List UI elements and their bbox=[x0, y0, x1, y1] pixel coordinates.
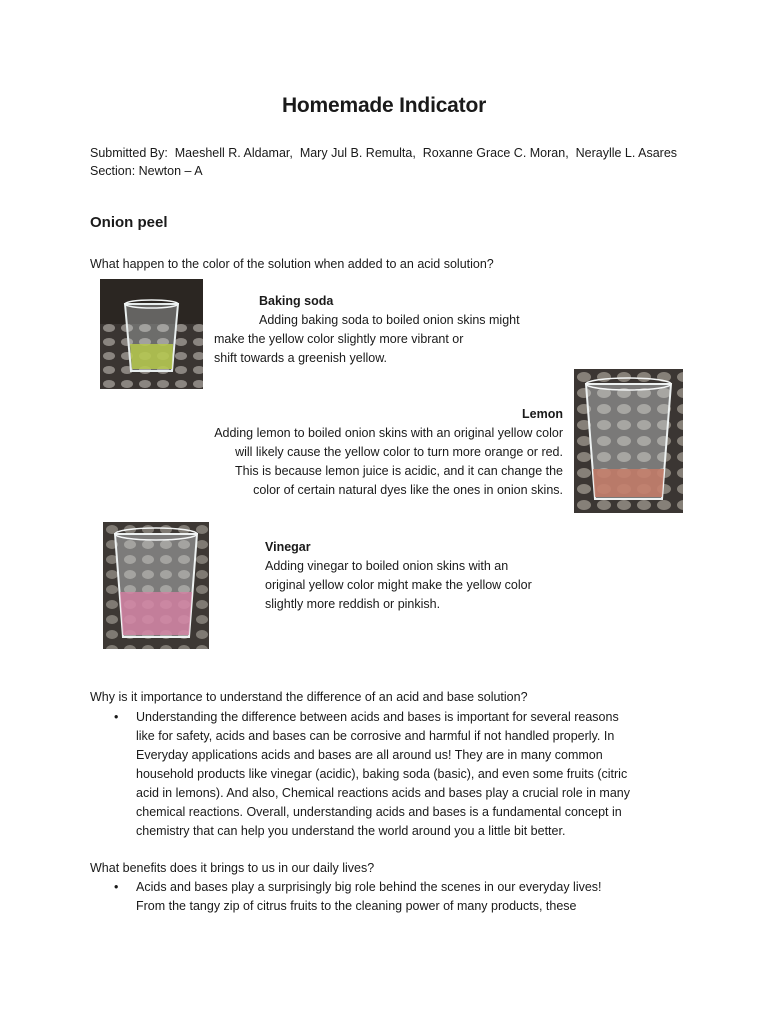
answer-line: Acids and bases play a surprisingly big role behind the scenes in our everyday lives! bbox=[136, 880, 602, 894]
answer-line: acid in lemons). And also, Chemical reactions acids and bases play a crucial role in many bbox=[136, 786, 630, 800]
list-item bbox=[114, 708, 684, 841]
answer-line: Everyday applications acids and bases are all around us! They are in many common bbox=[136, 748, 603, 762]
document-title: Homemade Indicator bbox=[281, 94, 487, 117]
section-heading: Onion peel bbox=[90, 214, 168, 231]
vinegar-label: Vinegar bbox=[265, 540, 311, 554]
baking-soda-photo bbox=[100, 279, 203, 389]
bullet-icon: • bbox=[114, 880, 119, 894]
baking-soda-block bbox=[214, 292, 564, 368]
answer-line: Understanding the difference between acids and bases is important for several reasons bbox=[136, 710, 619, 724]
lemon-line: This is because lemon juice is acidic, and it can change the bbox=[235, 464, 563, 478]
lemon-photo bbox=[574, 369, 683, 513]
vinegar-photo bbox=[103, 522, 209, 649]
lemon-line: will likely cause the yellow color to turn more orange or red. bbox=[235, 445, 563, 459]
bullet-icon: • bbox=[114, 710, 119, 724]
question-acid-color: What happen to the color of the solution when added to an acid solution? bbox=[90, 257, 494, 271]
answer-benefits-list bbox=[114, 878, 684, 916]
question-benefits: What benefits does it brings to us in our daily lives? bbox=[90, 861, 375, 875]
section-line: Section: Newton – A bbox=[90, 164, 203, 178]
baking-soda-line: shift towards a greenish yellow. bbox=[214, 351, 388, 365]
document-meta bbox=[90, 144, 677, 180]
answer-importance-list bbox=[114, 708, 684, 841]
lemon-block bbox=[150, 405, 563, 500]
vinegar-block bbox=[265, 538, 585, 614]
answer-line: like for safety, acids and bases can be corrosive and harmful if not handled properly. In bbox=[136, 729, 615, 743]
lemon-line: color of certain natural dyes like the ones in onion skins. bbox=[253, 483, 563, 497]
lemon-line: Adding lemon to boiled onion skins with an original yellow color bbox=[214, 426, 563, 440]
answer-line: chemistry that can help you understand the world around you a little bit better. bbox=[136, 824, 566, 838]
answer-line: household products like vinegar (acidic), baking soda (basic), and even some fruits (citric bbox=[136, 767, 628, 781]
list-item bbox=[114, 878, 684, 916]
baking-soda-line: make the yellow color slightly more vibrant or bbox=[214, 332, 464, 346]
vinegar-line: Adding vinegar to boiled onion skins with an bbox=[265, 559, 509, 573]
answer-line: chemical reactions. Overall, understanding acids and bases is a fundamental concept in bbox=[136, 805, 622, 819]
baking-soda-label: Baking soda bbox=[259, 294, 334, 308]
question-importance: Why is it importance to understand the difference of an acid and base solution? bbox=[90, 690, 528, 704]
vinegar-line: original yellow color might make the yellow color bbox=[265, 578, 532, 592]
lemon-label: Lemon bbox=[522, 407, 563, 421]
answer-line: From the tangy zip of citrus fruits to the cleaning power of many products, these bbox=[136, 899, 577, 913]
baking-soda-line: Adding baking soda to boiled onion skins might bbox=[259, 313, 520, 327]
vinegar-line: slightly more reddish or pinkish. bbox=[265, 597, 441, 611]
submitted-by: Submitted By: Maeshell R. Aldamar, Mary Jul B. Remulta, Roxanne Grace C. Moran, Neraylle L. Asares bbox=[90, 146, 678, 160]
